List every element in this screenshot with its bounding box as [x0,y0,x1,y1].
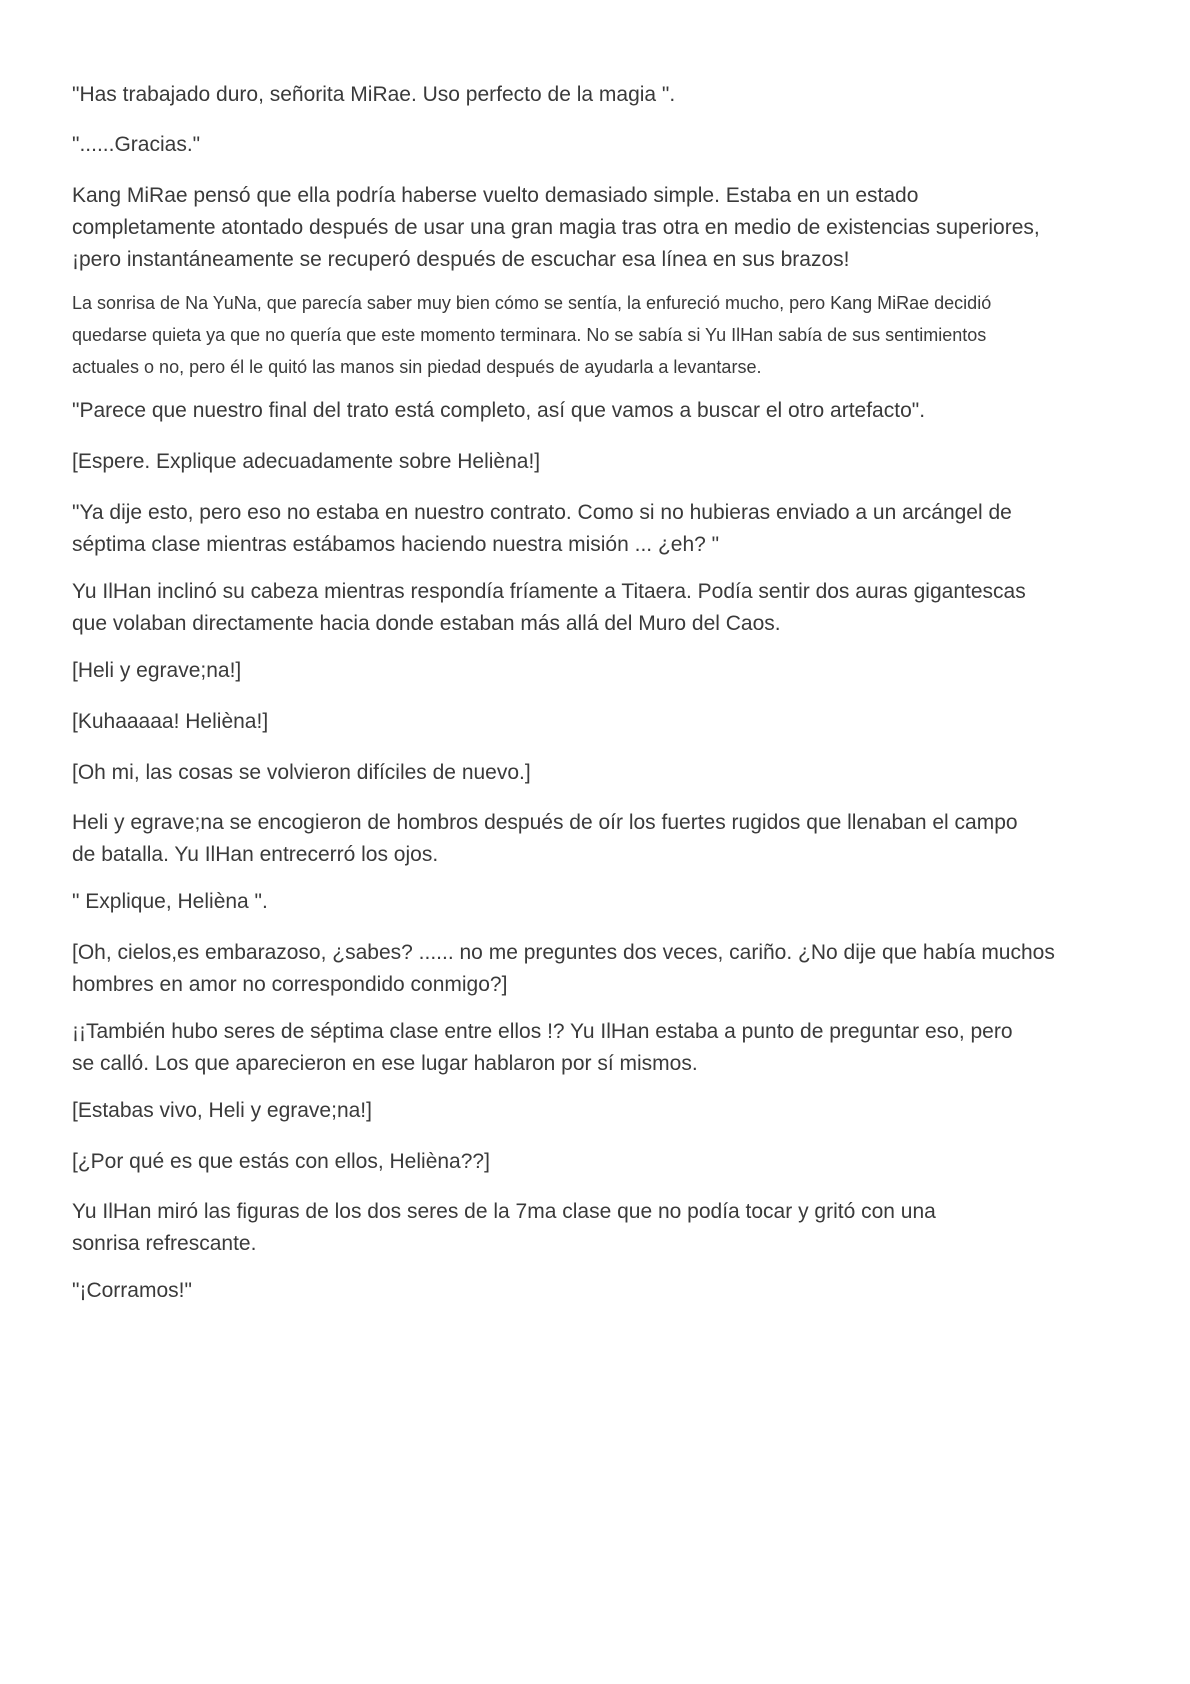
paragraph-15: ¡¡También hubo seres de séptima clase entre ellos !? Yu IlHan estaba a punto de preguntar eso, pero se calló. Los que aparecieron en ese lugar hablaron por sí mismos. [72,1020,1013,1075]
paragraph-7: "Ya dije esto, pero eso no estaba en nuestro contrato. Como si no hubieras enviado a un arcángel de séptima clase mientras estábamos haciendo nuestra misión ... ¿eh? " [72,501,1012,556]
paragraph-8: Yu IlHan inclinó su cabeza mientras respondía fríamente a Titaera. Podía sentir dos auras gigantescas que volaban directamente hacia donde estaban más allá del Muro del Caos. [72,580,1026,635]
paragraph-16: [Estabas vivo, Heli y egrave;na!] [72,1099,372,1122]
paragraph-3: Kang MiRae pensó que ella podría haberse vuelto demasiado simple. Estaba en un estado completamente atontado después de usar una gran magia tras otra en medio de existencias superiores, ¡pero instantáneamente se recuperó después de escuchar esa línea en sus brazos! [72,184,1040,271]
paragraph-17: [¿Por qué es que estás con ellos, Helièna??] [72,1150,490,1173]
paragraph-10: [Kuhaaaaa! Helièna!] [72,710,269,733]
paragraph-5: "Parece que nuestro final del trato está completo, así que vamos a buscar el otro artefacto". [72,399,926,422]
paragraph-6: [Espere. Explique adecuadamente sobre Helièna!] [72,450,541,473]
paragraph-9: [Heli y egrave;na!] [72,659,242,682]
paragraph-14: [Oh, cielos,es embarazoso, ¿sabes? ...... no me preguntes dos veces, cariño. ¿No dije que había muchos hombres en amor no correspondido conmigo?] [72,941,1055,996]
paragraph-18: Yu IlHan miró las figuras de los dos seres de la 7ma clase que no podía tocar y gritó con una sonrisa refrescante. [72,1200,936,1255]
paragraph-11: [Oh mi, las cosas se volvieron difíciles de nuevo.] [72,761,531,784]
paragraph-2: "......Gracias." [72,133,201,156]
paragraph-4: La sonrisa de Na YuNa, que parecía saber muy bien cómo se sentía, la enfureció mucho, pero Kang MiRae decidió quedarse quieta ya que no quería que este momento terminara. No se sabía si Yu IlHan sabía de sus sentimientos actuales o no, pero él le quitó las manos sin piedad después de ayudarla a levantarse. [72,293,992,377]
paragraph-19: "¡Corramos!" [72,1279,192,1302]
paragraph-13: " Explique, Helièna ". [72,890,268,913]
paragraph-12: Heli y egrave;na se encogieron de hombros después de oír los fuertes rugidos que llenaban el campo de batalla. Yu IlHan entrecerró los ojos. [72,811,1018,866]
paragraph-1: "Has trabajado duro, señorita MiRae. Uso perfecto de la magia ". [72,83,676,106]
